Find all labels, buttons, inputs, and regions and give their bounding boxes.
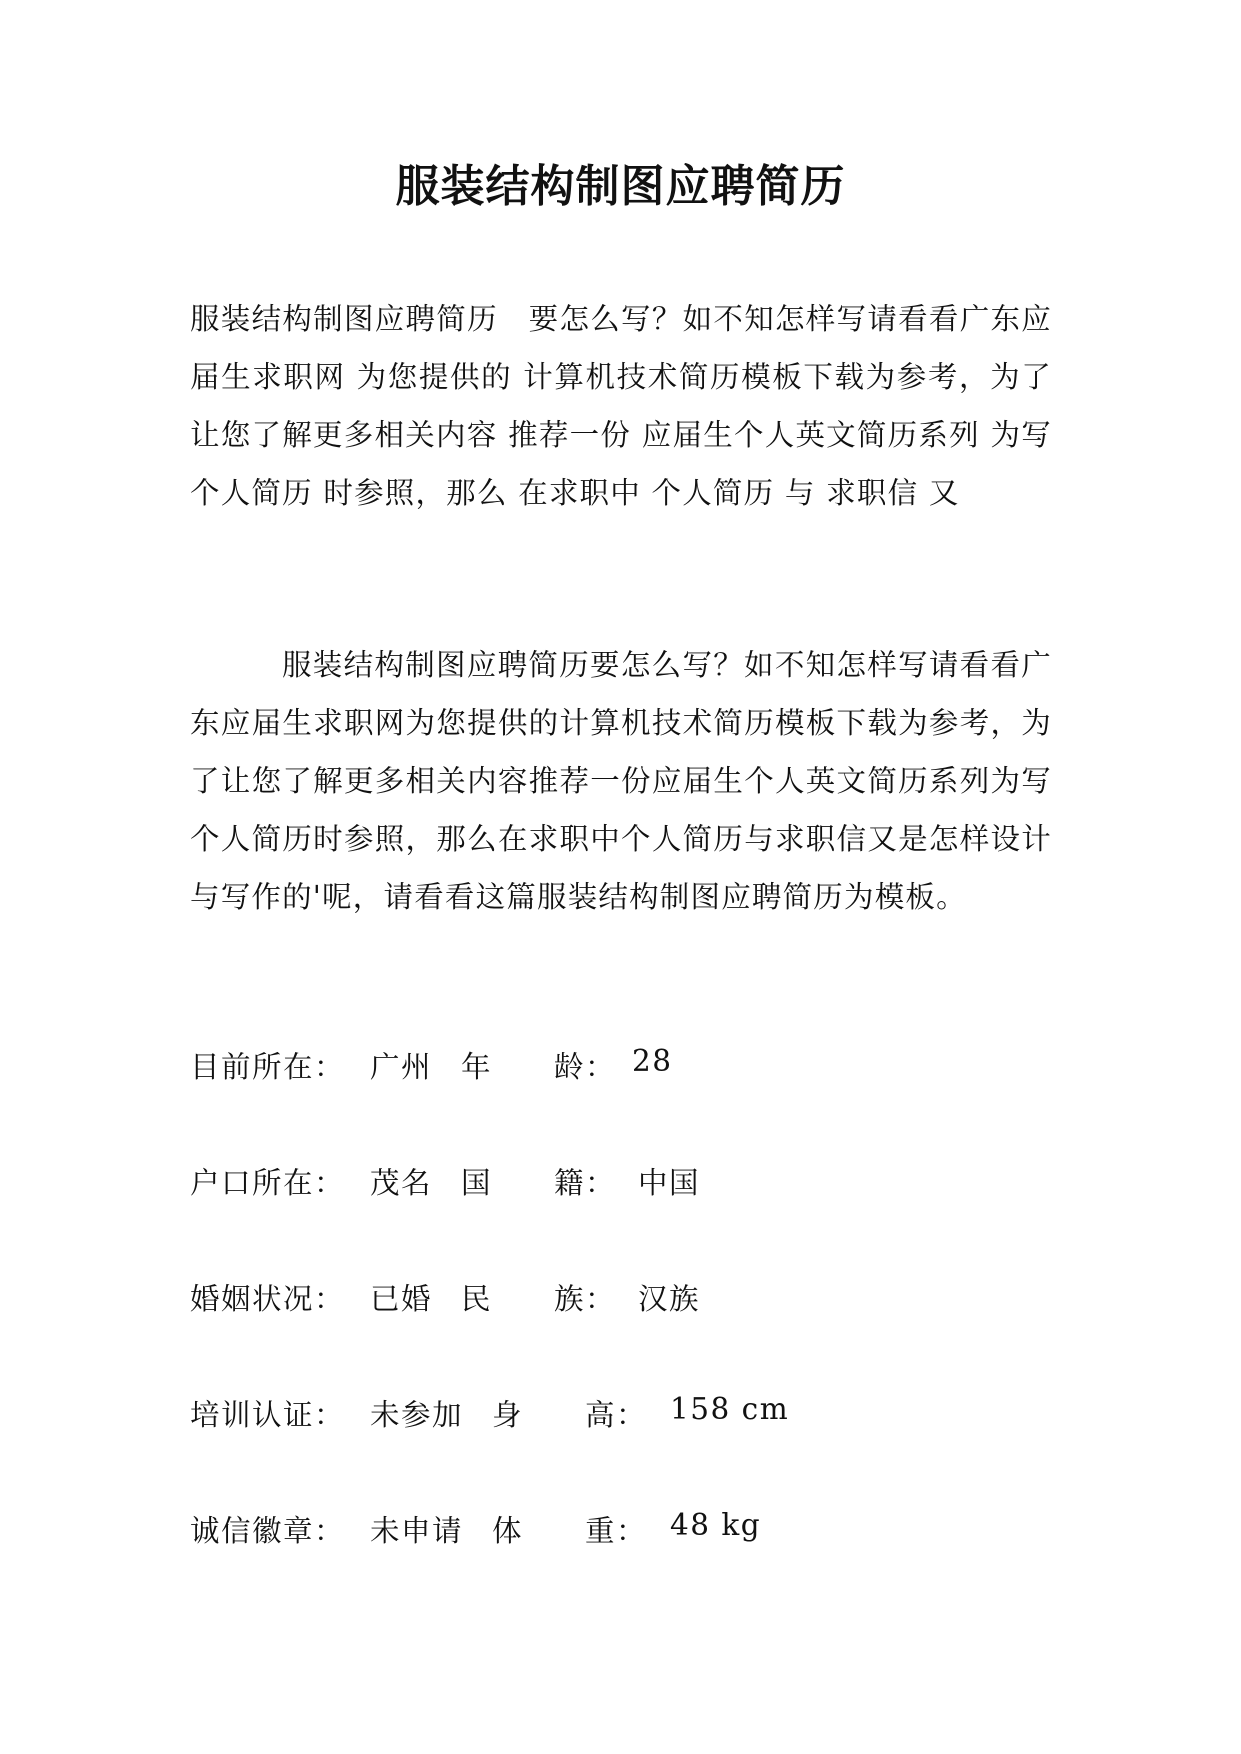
summary-paragraph: 服装结构制图应聘简历 要怎么写？如不知怎样写请看看广东应届生求职网 为您提供的 计算机技术简历模板下载为参考，为了让您了解更多相关内容 推荐一份 应届生个人英文简历系列 为写 个人简历 时参照，那么 在求职中 个人简历 与 求职信 又 (190, 302, 1052, 510)
info-value: 28 (632, 1044, 673, 1078)
info-label: 身 高： (492, 1398, 648, 1432)
info-label: 诚信徽章： (190, 1514, 346, 1548)
info-label: 婚姻状况： (190, 1282, 346, 1316)
info-label: 国 籍： (461, 1166, 617, 1200)
info-value: 48 kg (670, 1508, 762, 1542)
document-title: 服装结构制图应聘简历 (395, 161, 846, 212)
info-label: 目前所在： (190, 1050, 346, 1084)
info-label: 年 龄： (461, 1050, 617, 1084)
info-label: 户口所在： (190, 1166, 346, 1200)
info-value: 广州 (370, 1050, 433, 1084)
info-label: 体 重： (492, 1514, 648, 1548)
info-value: 未申请 (370, 1514, 464, 1548)
info-label: 培训认证： (190, 1398, 346, 1432)
info-value: 158 cm (670, 1392, 790, 1426)
info-value: 茂名 (370, 1166, 433, 1200)
info-value: 已婚 (370, 1282, 433, 1316)
info-label: 民 族： (461, 1282, 617, 1316)
info-value: 中国 (638, 1166, 701, 1200)
body-paragraph: 服装结构制图应聘简历要怎么写？如不知怎样写请看看广东应届生求职网为您提供的计算机技术简历模板下载为参考，为了让您了解更多相关内容推荐一份应届生个人英文简历系列为写个人简历时参照，那么在求职中个人简历与求职信又是怎样设计与写作的'呢，请看看这篇服装结构制图应聘简历为模板。 (190, 648, 1052, 914)
info-value: 未参加 (370, 1398, 464, 1432)
info-value: 汉族 (638, 1282, 701, 1316)
